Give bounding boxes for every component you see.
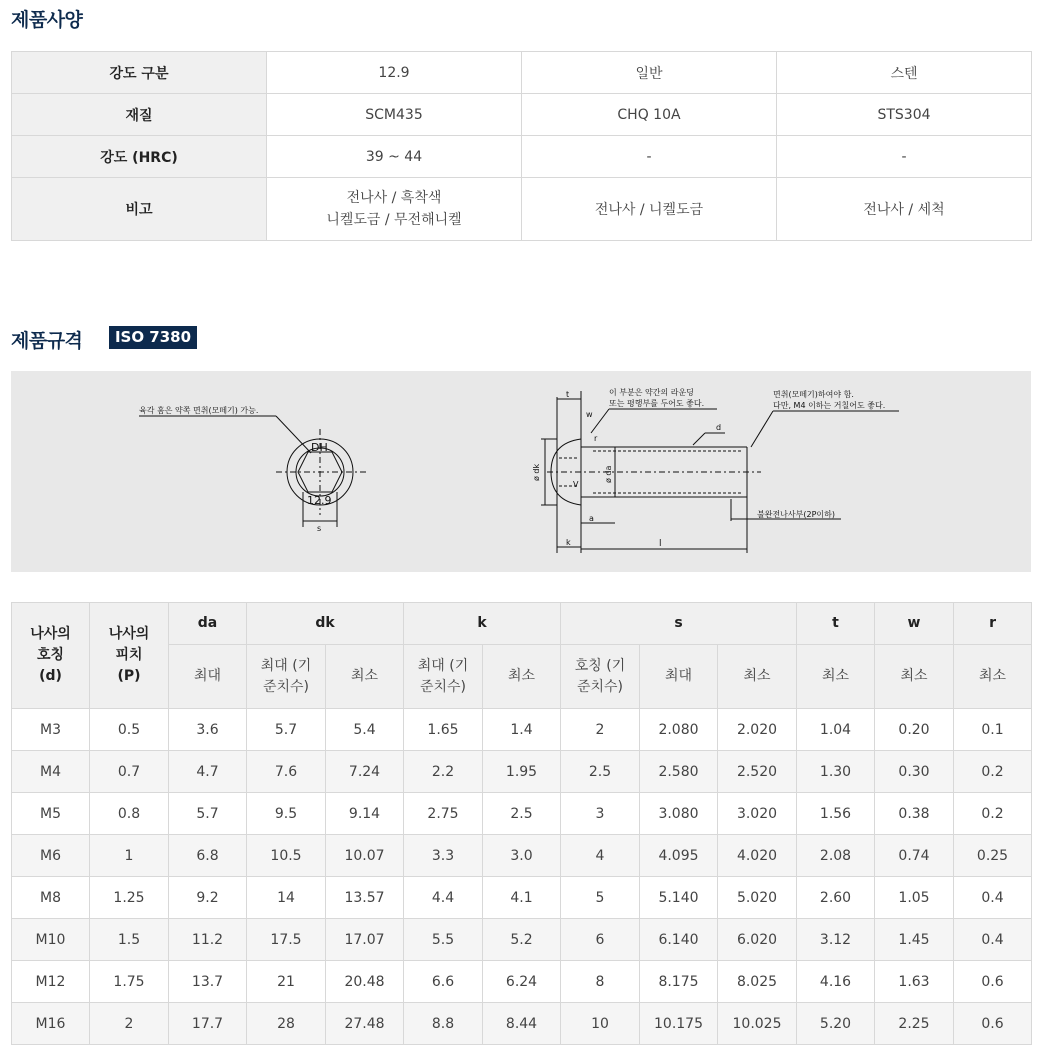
subheader-max: 최대 bbox=[640, 645, 718, 709]
subheader-min: 최소 bbox=[326, 645, 404, 709]
spec-remarks-value bbox=[267, 178, 522, 241]
table-cell: 20.48 bbox=[326, 961, 404, 1003]
spec-remarks-value: 전나사 / 니켈도금 bbox=[522, 178, 777, 241]
table-cell: 0.5 bbox=[90, 709, 169, 751]
header-t: t bbox=[797, 603, 875, 645]
subheader-max-basic: 최대 (기준치수) bbox=[247, 645, 326, 709]
table-cell: 2.25 bbox=[875, 1003, 954, 1045]
table-cell: 3.020 bbox=[718, 793, 797, 835]
table-cell: 2.580 bbox=[640, 751, 718, 793]
table-cell: 0.6 bbox=[954, 961, 1032, 1003]
table-cell: 2.75 bbox=[404, 793, 483, 835]
spec-label-material: 재질 bbox=[12, 94, 267, 136]
spec-remarks-line2: 니켈도금 / 무전해니켈 bbox=[326, 212, 462, 228]
table-cell: M6 bbox=[12, 835, 90, 877]
head-mark-top: DH bbox=[311, 441, 328, 454]
table-cell: M12 bbox=[12, 961, 90, 1003]
table-cell: 0.30 bbox=[875, 751, 954, 793]
note-incomplete-thread: 불완전나사부(2P이하) bbox=[757, 510, 835, 519]
table-cell: 1.45 bbox=[875, 919, 954, 961]
table-cell: 4.4 bbox=[404, 877, 483, 919]
table-cell: 5.5 bbox=[404, 919, 483, 961]
table-cell: 4 bbox=[561, 835, 640, 877]
table-cell: 5.020 bbox=[718, 877, 797, 919]
table-cell: 0.1 bbox=[954, 709, 1032, 751]
header-pitch: 나사의 피치(P) bbox=[90, 603, 169, 709]
spec-label-hrc: 강도 (HRC) bbox=[12, 136, 267, 178]
table-cell: 9.14 bbox=[326, 793, 404, 835]
note-part-line2: 또는 평행부를 두어도 좋다. bbox=[609, 399, 705, 408]
note-part-line1: 이 부분은 약간의 라운딩 bbox=[609, 388, 694, 397]
table-cell: 2 bbox=[561, 709, 640, 751]
label-t: t bbox=[566, 390, 570, 399]
table-cell: 3.080 bbox=[640, 793, 718, 835]
subheader-max: 최대 bbox=[169, 645, 247, 709]
spec-material-value: STS304 bbox=[777, 94, 1032, 136]
table-cell: 6.6 bbox=[404, 961, 483, 1003]
table-cell: 2.08 bbox=[797, 835, 875, 877]
table-cell: 1.30 bbox=[797, 751, 875, 793]
table-cell: 0.20 bbox=[875, 709, 954, 751]
iso-badge: ISO 7380 bbox=[109, 326, 197, 349]
table-cell: 0.8 bbox=[90, 793, 169, 835]
table-cell: 1.95 bbox=[483, 751, 561, 793]
table-cell: 6.8 bbox=[169, 835, 247, 877]
table-cell: 4.1 bbox=[483, 877, 561, 919]
table-cell: 8.175 bbox=[640, 961, 718, 1003]
table-cell: 5.7 bbox=[247, 709, 326, 751]
table-row bbox=[12, 961, 1032, 1003]
spec-label-strength: 강도 구분 bbox=[12, 52, 267, 94]
table-cell: 5.4 bbox=[326, 709, 404, 751]
table-row bbox=[12, 709, 1032, 751]
table-cell: 6.140 bbox=[640, 919, 718, 961]
table-cell: 2.080 bbox=[640, 709, 718, 751]
table-cell: 3.6 bbox=[169, 709, 247, 751]
header-r: r bbox=[954, 603, 1032, 645]
header-w: w bbox=[875, 603, 954, 645]
table-cell: 8.8 bbox=[404, 1003, 483, 1045]
label-s: s bbox=[317, 524, 322, 533]
spec-hrc-value: 39 ~ 44 bbox=[267, 136, 522, 178]
table-cell: M5 bbox=[12, 793, 90, 835]
subheader-min: 최소 bbox=[954, 645, 1032, 709]
table-cell: 1.25 bbox=[90, 877, 169, 919]
spec-hrc-value: - bbox=[522, 136, 777, 178]
table-cell: 17.5 bbox=[247, 919, 326, 961]
table-cell: 4.095 bbox=[640, 835, 718, 877]
table-cell: 3.3 bbox=[404, 835, 483, 877]
table-cell: 14 bbox=[247, 877, 326, 919]
label-k: k bbox=[566, 538, 571, 547]
table-cell: 0.2 bbox=[954, 751, 1032, 793]
table-cell: 0.74 bbox=[875, 835, 954, 877]
table-cell: 1.05 bbox=[875, 877, 954, 919]
table-cell: 11.2 bbox=[169, 919, 247, 961]
table-cell: 1.75 bbox=[90, 961, 169, 1003]
table-cell: 28 bbox=[247, 1003, 326, 1045]
table-row bbox=[12, 835, 1032, 877]
table-cell: 5.20 bbox=[797, 1003, 875, 1045]
header-k: k bbox=[404, 603, 561, 645]
top-view bbox=[139, 405, 366, 533]
table-cell: 3.12 bbox=[797, 919, 875, 961]
table-cell: 0.7 bbox=[90, 751, 169, 793]
table-cell: 9.5 bbox=[247, 793, 326, 835]
subheader-nominal-basic: 호칭 (기준치수) bbox=[561, 645, 640, 709]
table-row bbox=[12, 919, 1032, 961]
spec-hrc-value: - bbox=[777, 136, 1032, 178]
label-a: a bbox=[589, 514, 594, 523]
table-cell: 0.2 bbox=[954, 793, 1032, 835]
label-v: V bbox=[573, 480, 579, 489]
table-row bbox=[12, 793, 1032, 835]
section-title-dimensions: 제품규격 bbox=[11, 330, 83, 352]
table-cell: 2.5 bbox=[561, 751, 640, 793]
table-cell: 1.5 bbox=[90, 919, 169, 961]
table-cell: 10.07 bbox=[326, 835, 404, 877]
table-cell: M8 bbox=[12, 877, 90, 919]
spec-material-value: SCM435 bbox=[267, 94, 522, 136]
spec-remarks-value: 전나사 / 세척 bbox=[777, 178, 1032, 241]
label-d: d bbox=[716, 423, 722, 432]
header-da: da bbox=[169, 603, 247, 645]
label-r: r bbox=[594, 434, 598, 443]
header-dk: dk bbox=[247, 603, 404, 645]
note-chamfer-line2: 다만, M4 이하는 거칠어도 좋다. bbox=[773, 401, 886, 410]
head-mark-bottom: 12.9 bbox=[307, 494, 332, 507]
subheader-min: 최소 bbox=[718, 645, 797, 709]
table-cell: 3.0 bbox=[483, 835, 561, 877]
table-cell: 8.025 bbox=[718, 961, 797, 1003]
note-chamfer-line1: 면취(모떼기)하여야 함. bbox=[773, 390, 854, 399]
subheader-min: 최소 bbox=[797, 645, 875, 709]
table-cell: 0.38 bbox=[875, 793, 954, 835]
table-row bbox=[12, 1003, 1032, 1045]
table-cell: 2.2 bbox=[404, 751, 483, 793]
spec-material-value: CHQ 10A bbox=[522, 94, 777, 136]
dimension-table bbox=[11, 602, 1032, 1045]
header-s: s bbox=[561, 603, 797, 645]
label-w: w bbox=[586, 410, 593, 419]
table-cell: M4 bbox=[12, 751, 90, 793]
table-cell: 17.07 bbox=[326, 919, 404, 961]
spec-label-remarks: 비고 bbox=[12, 178, 267, 241]
table-cell: 9.2 bbox=[169, 877, 247, 919]
dimension-table-body bbox=[12, 709, 1032, 1045]
table-cell: 10.025 bbox=[718, 1003, 797, 1045]
table-cell: 7.24 bbox=[326, 751, 404, 793]
table-cell: 3 bbox=[561, 793, 640, 835]
subheader-min: 최소 bbox=[483, 645, 561, 709]
table-cell: M16 bbox=[12, 1003, 90, 1045]
table-cell: 8.44 bbox=[483, 1003, 561, 1045]
table-cell: 0.4 bbox=[954, 877, 1032, 919]
table-cell: 7.6 bbox=[247, 751, 326, 793]
table-cell: 6.24 bbox=[483, 961, 561, 1003]
table-cell: 1.04 bbox=[797, 709, 875, 751]
table-cell: 1.4 bbox=[483, 709, 561, 751]
table-cell: 1.65 bbox=[404, 709, 483, 751]
label-da: ø da bbox=[604, 465, 613, 483]
table-cell: M10 bbox=[12, 919, 90, 961]
table-cell: 4.16 bbox=[797, 961, 875, 1003]
table-cell: 2.520 bbox=[718, 751, 797, 793]
table-cell: 10 bbox=[561, 1003, 640, 1045]
table-cell: 10.175 bbox=[640, 1003, 718, 1045]
table-cell: 13.7 bbox=[169, 961, 247, 1003]
table-cell: 2.020 bbox=[718, 709, 797, 751]
side-view bbox=[532, 387, 899, 553]
table-cell: 2.60 bbox=[797, 877, 875, 919]
subheader-min: 최소 bbox=[875, 645, 954, 709]
table-cell: 17.7 bbox=[169, 1003, 247, 1045]
table-cell: 5.140 bbox=[640, 877, 718, 919]
spec-strength-stainless: 스텐 bbox=[777, 52, 1032, 94]
table-cell: 4.7 bbox=[169, 751, 247, 793]
table-cell: 5 bbox=[561, 877, 640, 919]
table-cell: 1.63 bbox=[875, 961, 954, 1003]
technical-drawing bbox=[11, 371, 1031, 572]
spec-strength-12-9: 12.9 bbox=[267, 52, 522, 94]
table-cell: 27.48 bbox=[326, 1003, 404, 1045]
table-cell: 13.57 bbox=[326, 877, 404, 919]
table-cell: 6 bbox=[561, 919, 640, 961]
spec-table bbox=[11, 51, 1032, 241]
label-dk: ø dk bbox=[532, 463, 541, 481]
table-cell: 2.5 bbox=[483, 793, 561, 835]
table-cell: 10.5 bbox=[247, 835, 326, 877]
table-cell: 1 bbox=[90, 835, 169, 877]
table-cell: 8 bbox=[561, 961, 640, 1003]
table-cell: 0.25 bbox=[954, 835, 1032, 877]
table-cell: 1.56 bbox=[797, 793, 875, 835]
spec-remarks-line1: 전나사 / 흑착색 bbox=[346, 190, 442, 206]
table-cell: 2 bbox=[90, 1003, 169, 1045]
table-cell: 0.4 bbox=[954, 919, 1032, 961]
label-l: l bbox=[659, 539, 662, 549]
table-cell: 0.6 bbox=[954, 1003, 1032, 1045]
section-title-specs: 제품사양 bbox=[11, 9, 83, 31]
hex-note-text: 육각 홈은 약쪽 면취(모떼기) 가능. bbox=[139, 406, 259, 415]
table-cell: 5.7 bbox=[169, 793, 247, 835]
table-cell: 5.2 bbox=[483, 919, 561, 961]
table-cell: 21 bbox=[247, 961, 326, 1003]
table-cell: 6.020 bbox=[718, 919, 797, 961]
subheader-max-basic: 최대 (기준치수) bbox=[404, 645, 483, 709]
table-row bbox=[12, 877, 1032, 919]
spec-strength-general: 일반 bbox=[522, 52, 777, 94]
table-row bbox=[12, 751, 1032, 793]
bolt-drawing-svg bbox=[11, 371, 1031, 572]
table-cell: 4.020 bbox=[718, 835, 797, 877]
table-cell: M3 bbox=[12, 709, 90, 751]
header-nominal: 나사의 호칭(d) bbox=[12, 603, 90, 709]
